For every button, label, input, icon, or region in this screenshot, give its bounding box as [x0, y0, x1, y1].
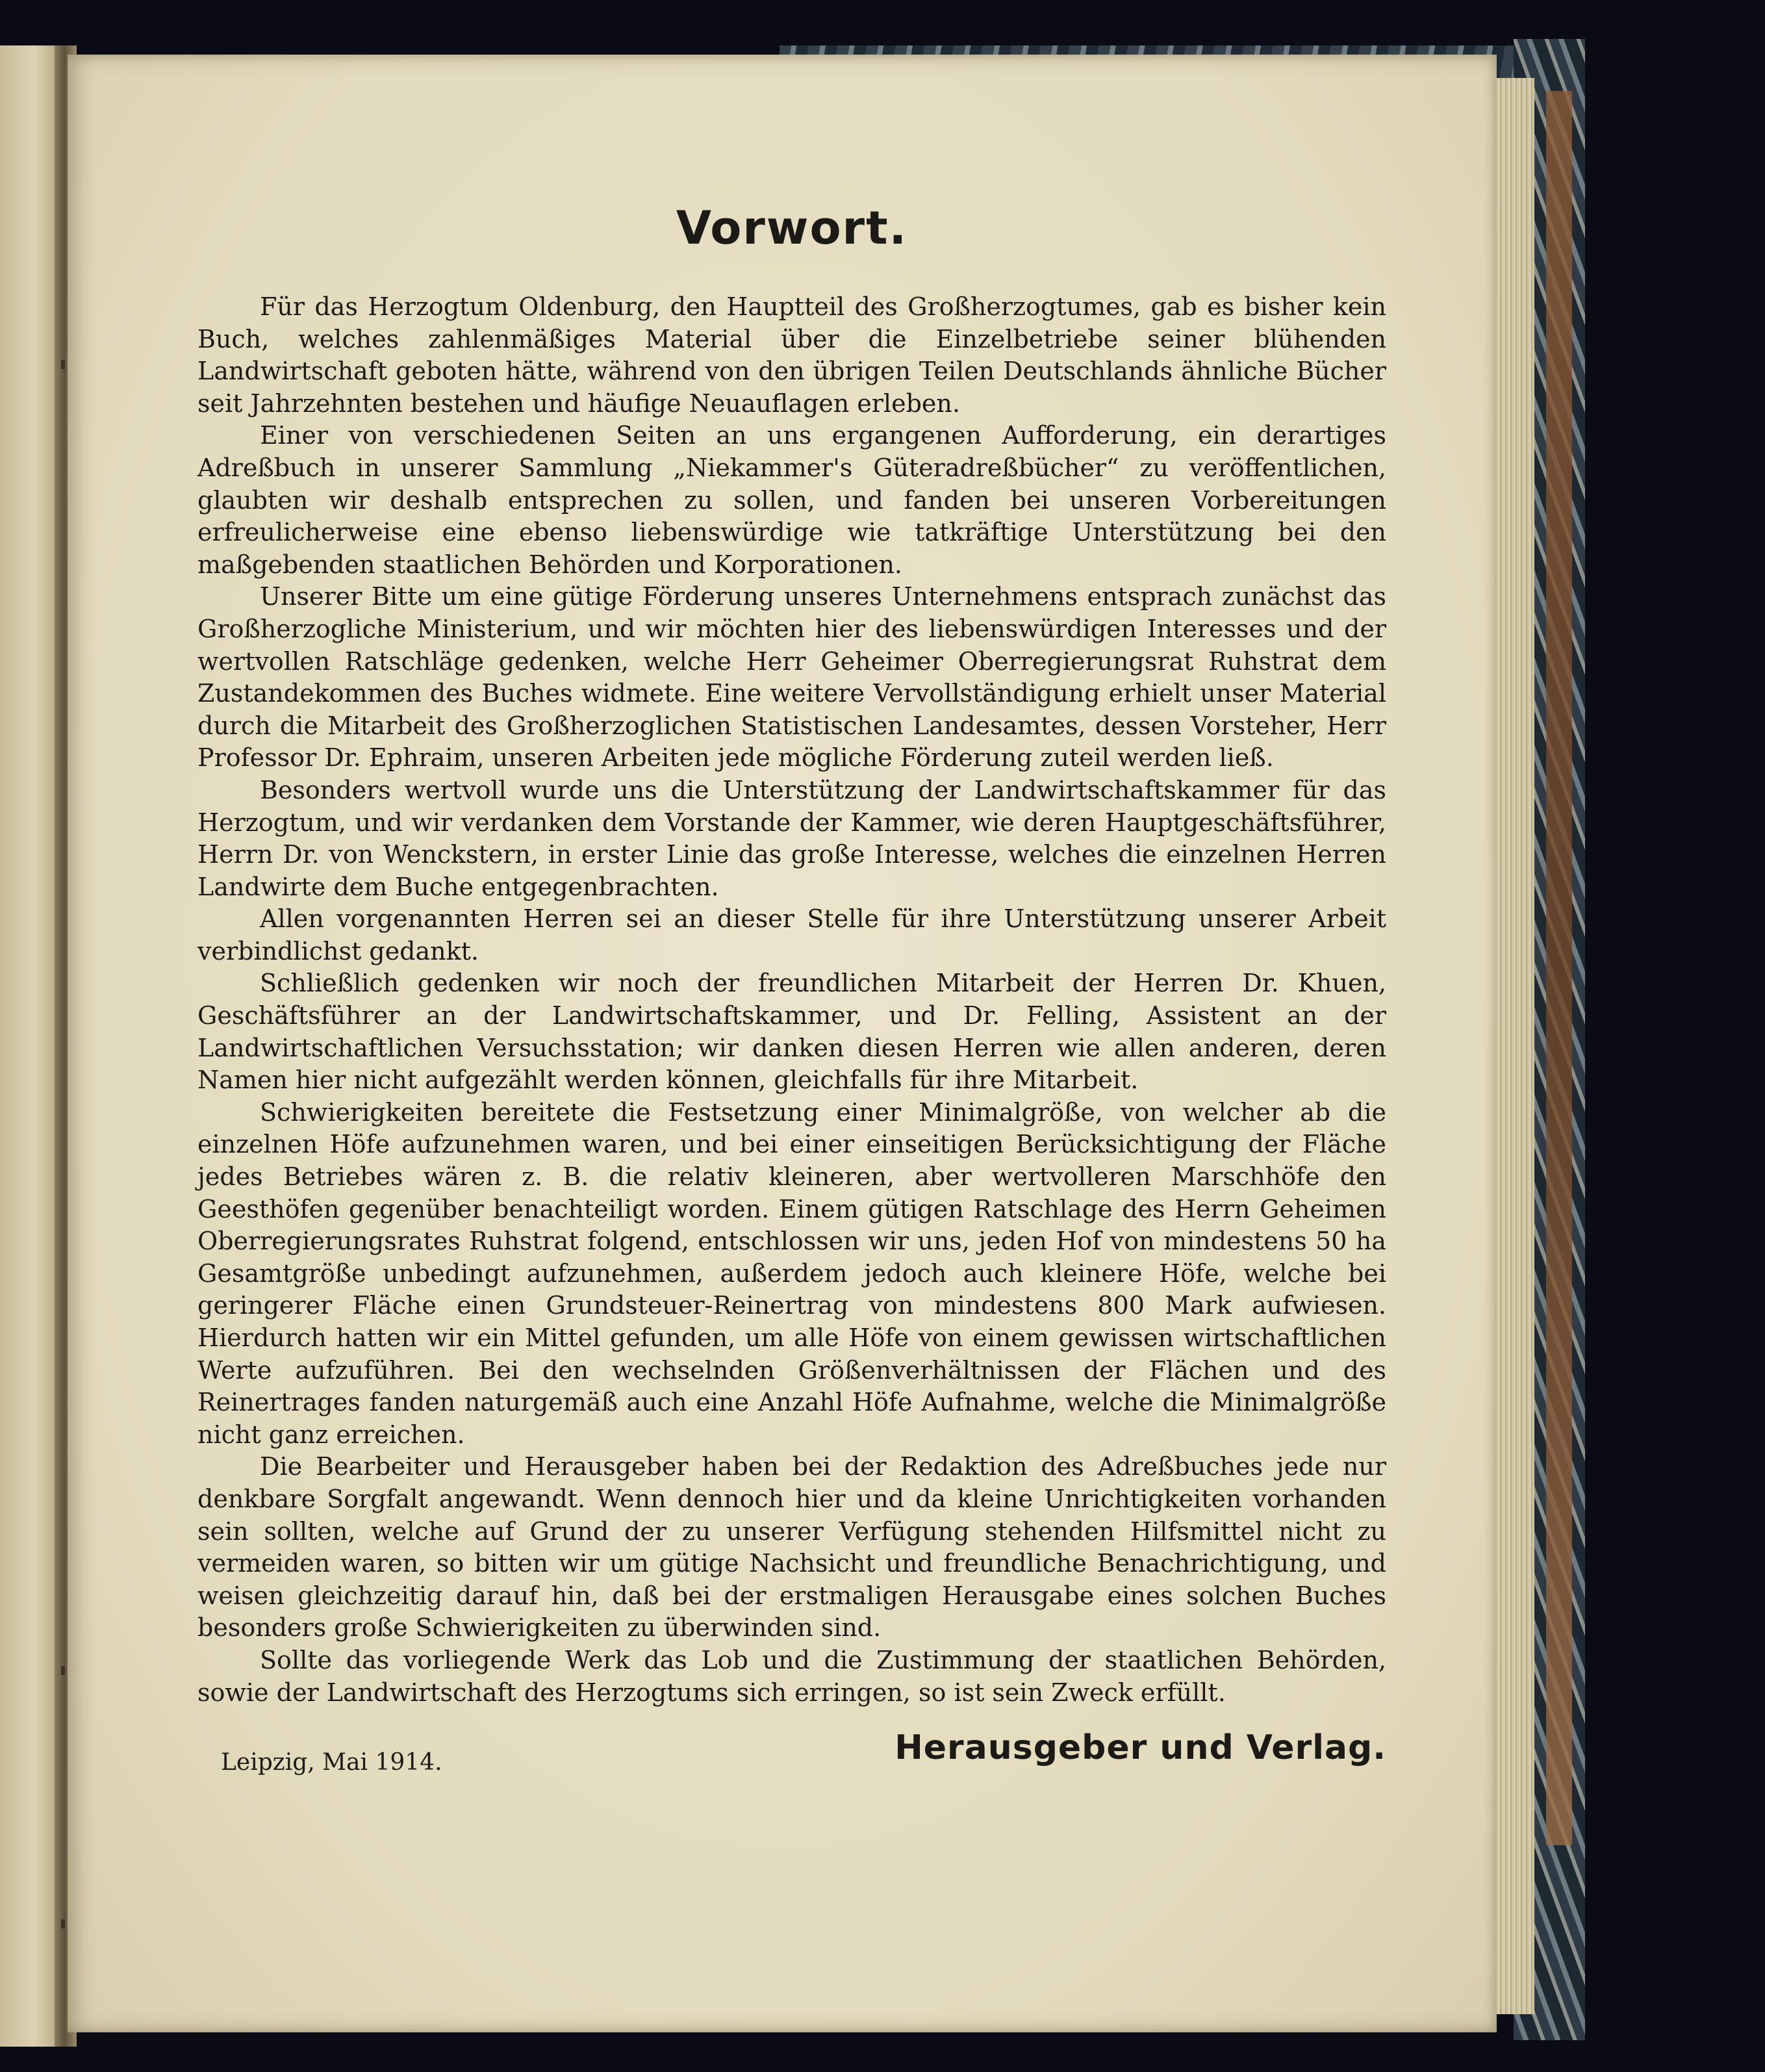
page-title: Vorwort.: [676, 201, 908, 255]
paragraph: Die Bearbeiter und Herausgeber haben bei der Redaktion des Adreßbuches jede nur denkbare Sorgfalt angewandt. Wenn dennoch hier und da kleine Unrichtigkeiten vorhanden sein sollten, welche auf Grund der zu unserer Verfügung stehenden Hilfsmittel nicht zu vermeiden waren, so bitten wir um gütige Nachsicht und freundliche Benachrichtigung, und weisen gleichzeitig darauf hin, daß bei der erstmaligen Herausgabe eines solchen Buches besonders große Schwierigkeiten zu überwinden sind.: [197, 1452, 1386, 1643]
margin-mark: [61, 1919, 65, 1928]
paragraph: Besonders wertvoll wurde uns die Unterstützung der Landwirtschaftskammer für das Herzogtum, und wir verdanken dem Vorstande der Kammer, wie deren Hauptgeschäftsführer, Herrn Dr. von Wenckstern, in erster Linie das große Interesse, welches die einzelnen Herren Landwirte dem Buche entgegenbrachten.: [197, 775, 1386, 901]
paragraph: Für das Herzogtum Oldenburg, den Hauptteil des Großherzogtumes, gab es bisher kein Buch, welches zahlenmäßiges Material über die Einzelbetriebe seiner blühenden Landwirtschaft geboten hätte, während von den übrigen Teilen Deutschlands ähnliche Bücher seit Jahrzehnten bestehen und häufige Neuauflagen erleben.: [197, 292, 1386, 418]
paragraph: Unserer Bitte um eine gütige Förderung unseres Unternehmens entsprach zunächst das Großherzogliche Ministerium, und wir möchten hier des liebenswürdigen Interesses und der wertvollen Ratschläge gedenken, welche Herr Geheimer Oberregierungsrat Ruhstrat dem Zustandekommen des Buches widmete. Eine weitere Vervollständigung erhielt unser Material durch die Mitarbeit des Großherzoglichen Statistischen Landesamtes, dessen Vorsteher, Herr Professor Dr. Ephraim, unseren Arbeiten jede mögliche Förderung zuteil werden ließ.: [197, 582, 1386, 773]
leather-spine-strip: [1546, 91, 1572, 1845]
facing-page-edge: [0, 45, 57, 2047]
paragraph: Schwierigkeiten bereitete die Festsetzung einer Minimalgröße, von welcher ab die einzelnen Höfe aufzunehmen waren, und bei einer einseitigen Berücksichtigung der Fläche jedes Betriebes wären z. B. die relativ kleineren, aber wertvolleren Marschhöfe den Geesthöfen gegenüber benachteiligt worden. Einem gütigen Ratschlage des Herrn Geheimen Oberregierungsrates Ruhstrat folgend, entschlossen wir uns, jeden Hof von mindestens 50 ha Gesamtgröße unbedingt aufzunehmen, außerdem jedoch auch kleinere Höfe, welche bei geringerer Fläche einen Grundsteuer-Reinertrag von mindestens 800 Mark aufwiesen. Hierdurch hatten wir ein Mittel gefunden, um alle Höfe von einem gewissen wirtschaftlichen Werte aufzuführen. Bei den wechselnden Größenverhältnissen der Flächen und des Reinertrages fanden naturgemäß auch eine Anzahl Höfe Aufnahme, welche die Minimalgröße nicht ganz erreichen.: [197, 1097, 1386, 1449]
book-page: [68, 55, 1497, 2032]
paragraph: Schließlich gedenken wir noch der freundlichen Mitarbeit der Herren Dr. Khuen, Geschäftsführer an der Landwirtschaftskammer, und Dr. Felling, Assistent an der Landwirtschaftlichen Versuchsstation; wir danken diesen Herren wie allen anderen, deren Namen hier nicht aufgezählt werden können, gleichfalls für ihre Mitarbeit.: [197, 969, 1386, 1095]
publisher-signature: Herausgeber und Verlag.: [895, 1728, 1386, 1768]
margin-mark: [61, 1666, 65, 1675]
place-date: Leipzig, Mai 1914.: [221, 1749, 442, 1776]
closing-row: [197, 1728, 1386, 1784]
paragraph: Sollte das vorliegende Werk das Lob und die Zustimmung der staatlichen Behörden, sowie der Landwirtschaft des Herzogtums sich erringen, so ist sein Zweck erfüllt.: [197, 1645, 1386, 1707]
paragraph: Einer von verschiedenen Seiten an uns ergangenen Aufforderung, ein derartiges Adreßbuch in unserer Sammlung „Niekammer's Güteradreßbücher“ zu veröffentlichen, glaubten wir deshalb entsprechen zu sollen, und fanden bei unseren Vorbereitungen erfreulicherweise eine ebenso liebenswürdige wie tatkräftige Unterstützung bei den maßgebenden staatlichen Behörden und Korporationen.: [197, 421, 1386, 579]
paragraph: Allen vorgenannten Herren sei an dieser Stelle für ihre Unterstützung unserer Arbeit verbindlichst gedankt.: [197, 904, 1386, 966]
preface-text: [197, 199, 1386, 1784]
margin-mark: [61, 360, 65, 369]
